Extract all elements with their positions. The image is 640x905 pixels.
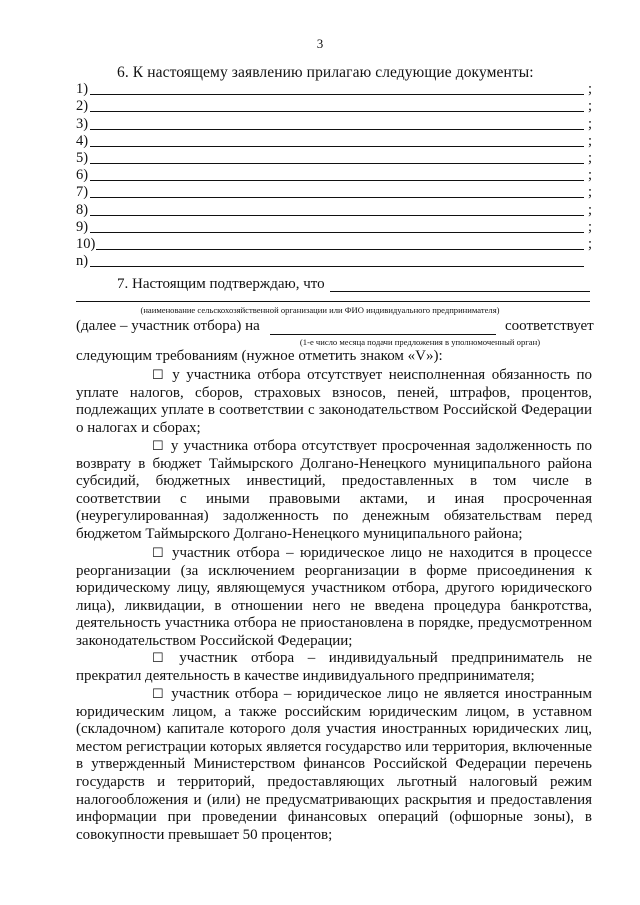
page-number: 3 — [316, 36, 324, 51]
list-item — [76, 149, 596, 166]
date-caption: (1-е число месяца подачи предложения в уполномоченный орган) — [299, 337, 541, 347]
blank-line — [90, 232, 584, 233]
requirement-item — [76, 544, 592, 651]
list-item-semicolon: ; — [587, 149, 592, 166]
blank-line — [90, 111, 584, 112]
requirement-item — [76, 366, 592, 437]
list-item-semicolon: ; — [587, 184, 592, 201]
list-item-number: 4) — [76, 132, 89, 149]
blank-line — [90, 146, 584, 147]
org-name-line-2 — [76, 301, 590, 302]
list-item-number: 2) — [76, 98, 89, 115]
list-item-number: 8) — [76, 201, 89, 218]
list-item-semicolon: ; — [587, 132, 592, 149]
blank-line — [90, 94, 584, 95]
org-name-line — [330, 291, 590, 292]
blank-line — [90, 266, 584, 267]
checkbox-icon[interactable]: ☐ — [152, 545, 164, 560]
participant-label: (далее – участник отбора) на — [76, 318, 260, 334]
checkbox-icon[interactable]: ☐ — [152, 686, 164, 701]
list-item-semicolon: ; — [587, 98, 592, 115]
list-item-number: 9) — [76, 218, 89, 235]
requirement-item — [76, 685, 592, 844]
list-item — [76, 114, 596, 131]
list-item — [76, 80, 596, 97]
blank-line — [90, 215, 584, 216]
list-item-number: 3) — [76, 115, 89, 132]
requirement-text: участник отбора – юридическое лицо не является иностранным юридическим лицом, а также российским юридическим лицом, в уставном (складочном) капитале которого доля участия иностранных юридических лиц, местом регистрации которых является государство или территория, включенные в утвержденный Министерством финансов Российской Федерации перечень государств и территорий, предоставляющих льготный налоговый режим налогообложения и (или) не предусматривающих раскрытия и предоставления информации при проведении финансовых операций (офшорные зоны), в совокупности превышает 50 процентов; — [76, 686, 592, 843]
checkbox-icon[interactable]: ☐ — [152, 438, 164, 453]
list-item — [76, 200, 596, 217]
checkbox-icon[interactable]: ☐ — [152, 367, 164, 382]
list-item — [76, 235, 596, 252]
blank-line — [90, 129, 584, 130]
list-item-semicolon: ; — [587, 235, 592, 252]
list-item-semicolon: ; — [587, 201, 592, 218]
list-item-semicolon: ; — [587, 115, 592, 132]
section-7-heading: 7. Настоящим подтверждаю, что — [117, 276, 325, 292]
documents-list — [76, 80, 596, 269]
requirement-text: у участника отбора отсутствует неисполненная обязанность по уплате налогов, сборов, страховых взносов, пеней, штрафов, процентов, подлежащих уплате в соответствии с законодательством Российской Федерации о налогах и сборах; — [76, 367, 593, 436]
requirement-text: участник отбора – юридическое лицо не находится в процессе реорганизации (за исключением реорганизации в форме присоединения к юридическому лицу, являющемуся участником отбора, другого юридического лица), ликвидации, в отношении него не введена процедура банкротства, деятельность участника отбора не приостановлена в порядке, предусмотренном законодательством Российской Федерации; — [76, 545, 593, 649]
date-line — [270, 334, 496, 335]
list-item — [76, 97, 596, 114]
section-6-heading: 6. К настоящему заявлению прилагаю следующие документы: — [117, 64, 534, 81]
list-item-semicolon: ; — [587, 81, 592, 98]
corresponds-label: соответствует — [505, 318, 594, 334]
checkbox-icon[interactable]: ☐ — [152, 650, 164, 665]
blank-line — [96, 249, 584, 250]
list-item — [76, 252, 596, 269]
requirement-item — [76, 649, 592, 685]
list-item — [76, 166, 596, 183]
list-item-number: 6) — [76, 167, 89, 184]
list-item-semicolon: ; — [587, 167, 592, 184]
requirement-text: у участника отбора отсутствует просроченная задолженность по возврату в бюджет Таймырского Долгано-Ненецкого муниципального района субсидий, бюджетных инвестиций, предоставленных в том числе в соответствии с иными правовыми актами, и иная просроченная (неурегулированная) задолженность по денежным обязательствам перед бюджетом Таймырского Долгано-Ненецкого муниципального района; — [76, 438, 592, 542]
list-item — [76, 183, 596, 200]
list-item-semicolon: ; — [587, 218, 592, 235]
org-name-caption: (наименование сельскохозяйственной организации или ФИО индивидуального предпринимателя) — [140, 305, 500, 315]
requirement-text: участник отбора – индивидуальный предприниматель не прекратил деятельность в качестве индивидуального предпринимателя; — [76, 650, 593, 684]
list-item — [76, 132, 596, 149]
list-item-number: 5) — [76, 149, 89, 166]
blank-line — [90, 163, 584, 164]
list-item-number: 1) — [76, 81, 89, 98]
requirement-item — [76, 437, 592, 544]
blank-line — [90, 180, 584, 181]
list-item-number: 10) — [76, 235, 96, 252]
blank-line — [90, 197, 584, 198]
list-item-number: 7) — [76, 184, 89, 201]
requirements-intro: следующим требованиям (нужное отметить знаком «V»): — [76, 348, 443, 364]
list-item — [76, 218, 596, 235]
list-item-number: n) — [76, 253, 89, 270]
